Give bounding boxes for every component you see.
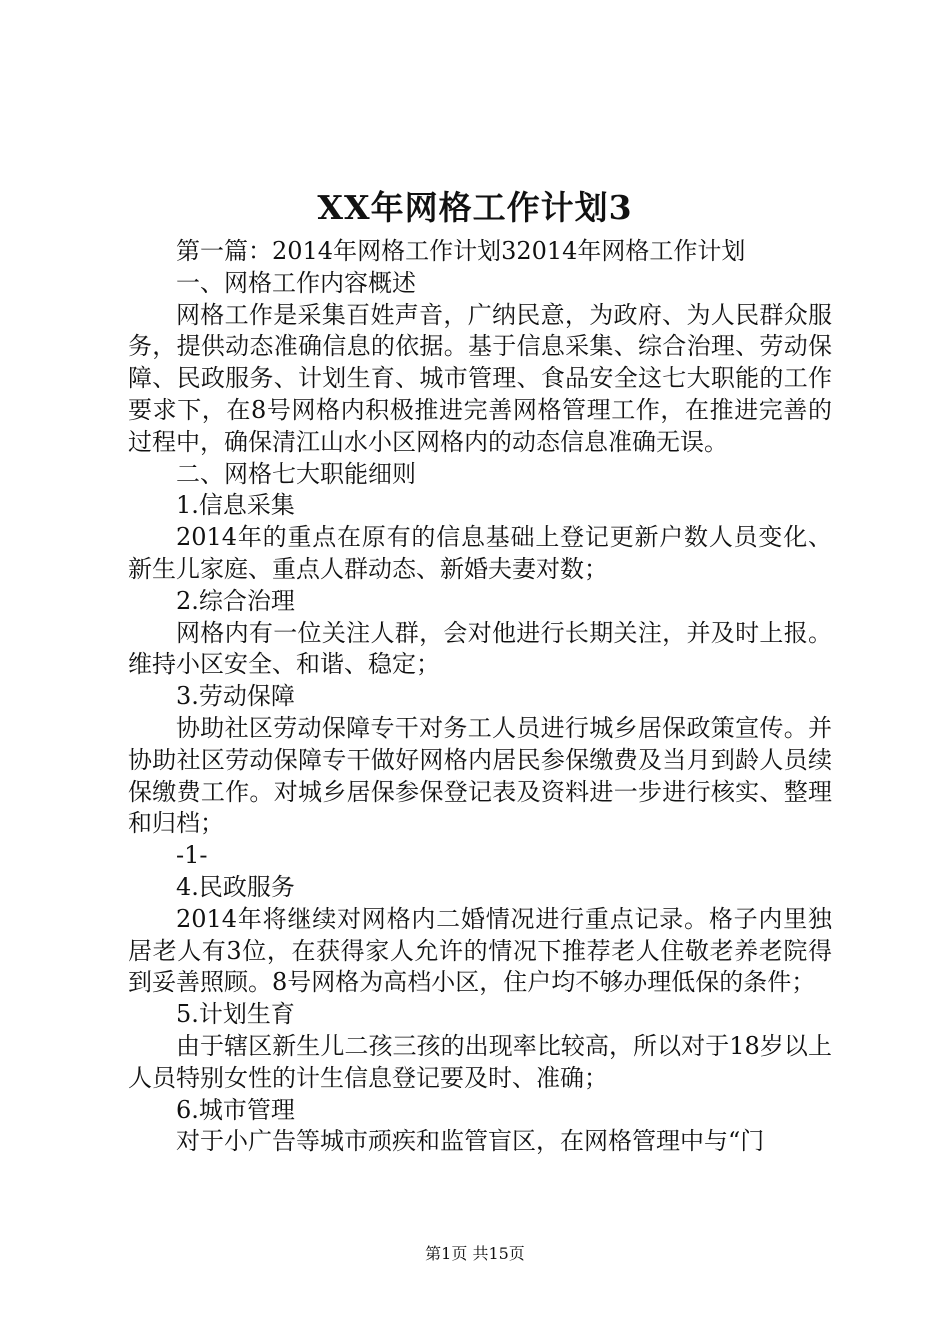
document-title: XX年网格工作计划3 [317, 188, 633, 227]
paragraph-10: 协助社区劳动保障专干对务工人员进行城乡居保政策宣传。并协助社区劳动保障专干做好网格内居民参保缴费及当月到龄人员续保缴费工作。对城乡居保参保登记表及资料进一步进行核实、整理和归档； [128, 713, 832, 838]
paragraph-3: 网格工作是采集百姓声音，广纳民意，为政府、为人民群众服务，提供动态准确信息的依据。基于信息采集、综合治理、劳动保障、民政服务、计划生育、城市管理、食品安全这七大职能的工作要求下，在8号网格内积极推进完善网格管理工作，在推进完善的过程中，确保清江山水小区网格内的动态信息准确无误。 [128, 300, 832, 456]
paragraph-2: 一、网格工作内容概述 [176, 268, 416, 297]
paragraph-12: 4.民政服务 [176, 872, 295, 901]
paragraph-15: 由于辖区新生儿二孩三孩的出现率比较高，所以对于18岁以上人员特别女性的计生信息登记要及时、准确； [128, 1031, 832, 1092]
paragraph-5: 1.信息采集 [176, 491, 295, 520]
paragraph-6: 2014年的重点在原有的信息基础上登记更新户数人员变化、新生儿家庭、重点人群动态、新婚夫妻对数； [128, 523, 832, 583]
paragraph-4: 二、网格七大职能细则 [176, 459, 416, 488]
paragraph-17: 对于小广告等城市顽疾和监管盲区，在网格管理中与“门 [176, 1127, 765, 1156]
paragraph-14: 5.计划生育 [176, 1000, 295, 1029]
inline-page-marker: -1- [176, 841, 208, 870]
paragraph-13: 2014年将继续对网格内二婚情况进行重点记录。格子内里独居老人有3位，在获得家人允许的情况下推荐老人住敬老养老院得到妥善照顾。8号网格为高档小区，住户均不够办理低保的条件； [128, 904, 832, 997]
paragraph-1: 第一篇：2014年网格工作计划32014年网格工作计划 [176, 237, 746, 265]
paragraph-8: 网格内有一位关注人群，会对他进行长期关注，并及时上报。维持小区安全、和谐、稳定； [128, 618, 832, 679]
paragraph-9: 3.劳动保障 [176, 682, 295, 711]
page-number-footer: 第1页 共15页 [425, 1244, 525, 1263]
paragraph-7: 2.综合治理 [176, 586, 295, 615]
document-body [128, 236, 832, 1158]
paragraph-16: 6.城市管理 [176, 1095, 295, 1124]
